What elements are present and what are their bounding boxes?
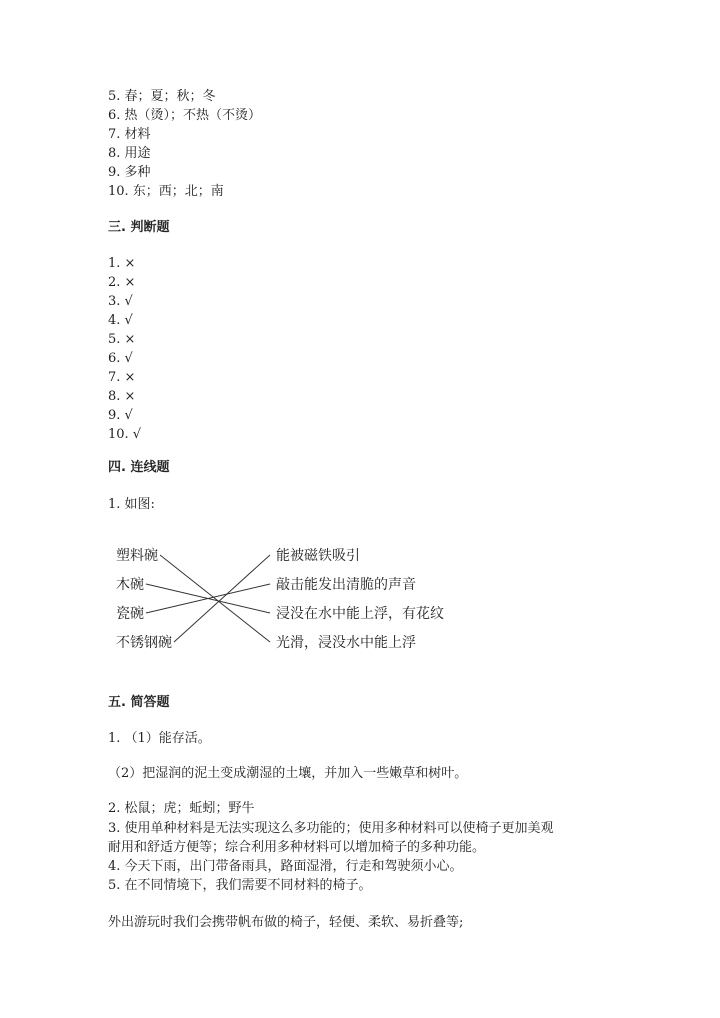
match-line-plastic-smooth <box>160 555 270 642</box>
left-item-steel-bowl: 不锈钢碗 <box>116 635 172 651</box>
fill-answer-5: 5. 春；夏；秋；冬 <box>108 89 216 104</box>
section-4-title: 四. 连线题 <box>108 460 170 475</box>
judge-answer-7: 7. × <box>108 370 136 385</box>
short-answer-4: 4. 今天下雨，出门带备雨具，路面湿滑，行走和驾驶须小心。 <box>108 859 463 874</box>
judge-answer-3: 3. √ <box>108 294 133 309</box>
fill-answer-10: 10. 东；西；北；南 <box>108 184 224 199</box>
fill-answer-8: 8. 用途 <box>108 146 151 161</box>
section-3-title: 三. 判断题 <box>108 220 170 235</box>
fill-answer-6: 6. 热（烫）；不热（不烫） <box>108 108 262 123</box>
judge-answer-2: 2. × <box>108 275 136 290</box>
judge-answer-5: 5. × <box>108 332 136 347</box>
section-5-title: 五. 简答题 <box>108 695 170 710</box>
short-answer-3-line2: 耐用和舒适方便等；综合利用多种材料可以增加椅子的多种功能。 <box>108 840 486 855</box>
right-item-smooth-floats: 光滑，浸没水中能上浮 <box>276 635 416 651</box>
short-answer-1-part2: （2）把湿润的泥土变成潮湿的土壤，并加入一些嫩草和树叶。 <box>108 766 468 781</box>
right-item-crisp-sound: 敲击能发出清脆的声音 <box>276 577 416 593</box>
left-item-wood-bowl: 木碗 <box>116 577 144 593</box>
judge-answer-1: 1. × <box>108 256 136 271</box>
short-answer-5-detail: 外出游玩时我们会携带帆布做的椅子，轻便、柔软、易折叠等; <box>108 915 464 930</box>
match-line-steel-magnet <box>174 555 270 642</box>
right-item-magnet: 能被磁铁吸引 <box>276 548 360 564</box>
right-item-floats-patterned: 浸没在水中能上浮，有花纹 <box>276 606 444 622</box>
judge-answer-10: 10. √ <box>108 427 142 442</box>
judge-answer-6: 6. √ <box>108 351 133 366</box>
short-answer-5: 5. 在不同情境下，我们需要不同材料的椅子。 <box>108 878 372 893</box>
fill-answer-7: 7. 材料 <box>108 127 151 142</box>
matching-intro: 1. 如图: <box>108 497 155 512</box>
short-answer-1-part1: 1. （1）能存活。 <box>108 731 211 746</box>
short-answer-3-line1: 3. 使用单种材料是无法实现这么多功能的；使用多种材料可以使椅子更加美观 <box>108 821 554 836</box>
matching-diagram <box>110 540 470 660</box>
judge-answer-8: 8. × <box>108 389 136 404</box>
left-item-plastic-bowl: 塑料碗 <box>116 548 158 564</box>
short-answer-2: 2. 松鼠；虎；蚯蚓；野牛 <box>108 801 255 816</box>
judge-answer-4: 4. √ <box>108 313 133 328</box>
left-item-porcelain-bowl: 瓷碗 <box>116 606 144 622</box>
judge-answer-9: 9. √ <box>108 408 133 423</box>
fill-answer-9: 9. 多种 <box>108 165 151 180</box>
